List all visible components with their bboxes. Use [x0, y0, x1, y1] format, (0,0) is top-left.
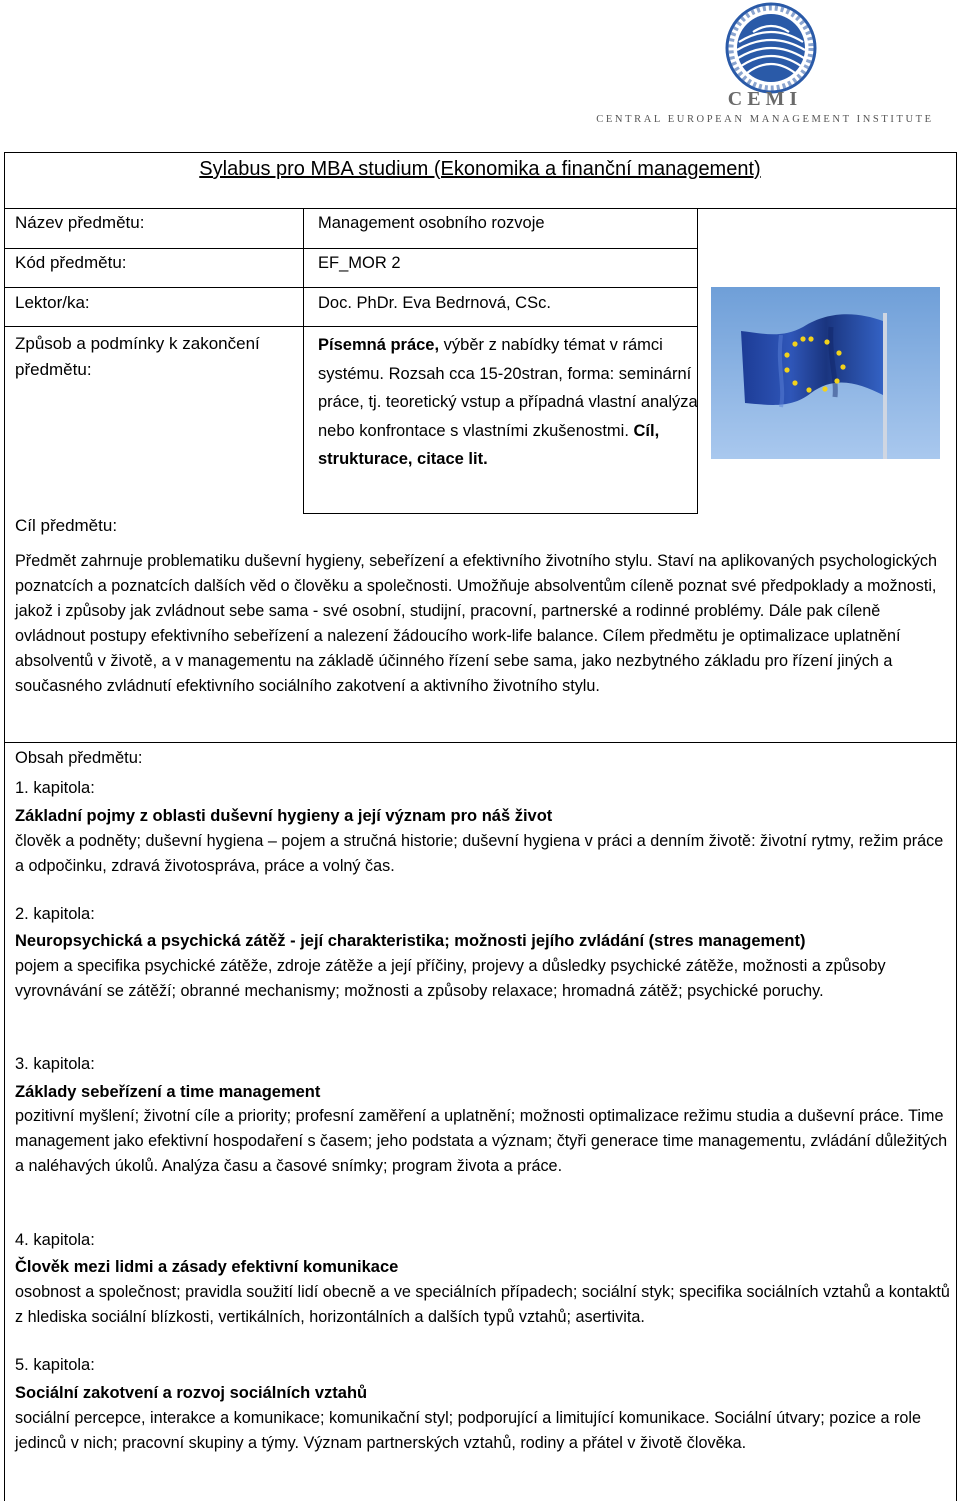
course-code-value: EF_MOR 2: [318, 254, 401, 272]
lecturer-value: Doc. PhDr. Eva Bedrnová, CSc.: [318, 294, 551, 312]
completion-bold-1: Písemná práce,: [318, 336, 440, 354]
chapter-4-body: osobnost a společnost; pravidla soužití lidí obecně a ve speciálních případech; sociální styk; specifika sociálních vztahů a kontaktů z hlediska sociální blízkosti, vertikálních, horizontálních a dalších typů vztahů; asertivita.: [15, 1283, 950, 1327]
chapter-4-heading: 4. kapitola:: [15, 1231, 95, 1249]
chapter-1-title: Základní pojmy z oblasti duševní hygieny a její význam pro náš život: [15, 807, 553, 825]
page-title: Sylabus pro MBA studium (Ekonomika a finanční management): [199, 158, 761, 180]
chapter-2-heading: 2. kapitola:: [15, 905, 95, 923]
course-name-value: Management osobního rozvoje: [318, 214, 545, 232]
chapter-5-body: sociální percepce, interakce a komunikace; komunikační styl; podporující a limitující komunikace. Sociální útvary; pozice a role jedinců v nich; pracovní skupiny a týmy. Význam partnerských vztahů, rodiny a přátel v životě člověka.: [15, 1409, 922, 1453]
divider: [4, 248, 697, 249]
completion-label-line1: Způsob a podmínky k zakončení: [15, 334, 260, 353]
logo-full-name: CENTRAL EUROPEAN MANAGEMENT INSTITUTE: [596, 114, 934, 125]
cemi-globe-icon: [725, 2, 817, 94]
chapter-1-heading: 1. kapitola:: [15, 779, 95, 797]
goal-label: Cíl předmětu:: [15, 516, 118, 535]
eu-flag-image: [711, 287, 940, 459]
divider: [4, 326, 697, 327]
divider: [4, 742, 957, 743]
cemi-logo: [585, 2, 945, 130]
chapter-1-body: člověk a podněty; duševní hygiena – pojem a stručná historie; duševní hygiena v práci a denním životě: životní rytmy, režim práce a odpočinku, zdravá životospráva, práce a volný čas.: [15, 832, 944, 876]
chapter-5-title: Sociální zakotvení a rozvoj sociálních vztahů: [15, 1384, 368, 1402]
chapter-2-title: Neuropsychická a psychická zátěž - její charakteristika; možnosti jejího zvládání (stres management): [15, 932, 806, 950]
goal-text: Předmět zahrnuje problematiku duševní hygieny, sebeřízení a efektivního životního stylu. Staví na aplikovaných psychologických poznatcích a poznatcích dalších věd o člověku a společnosti. Umožňuje absolventům cíleně poznat své předpoklady a možnosti, jakož i způsoby jak zvládnout sebe sama - své osobní, studijní, pracovní, partnerské a rodinné problémy. Dále pak cíleně ovládnout postupy efektivního sebeřízení a nalezení žádoucího work-life balance. Cílem předmětu je optimalizace uplatnění absolventů v životě, a v managementu na základě účinného řízení sebe sama, jako nezbytného základu pro řízení jiných a současného zvládnutí efektivního sociálního zakotvení a aktivního životního stylu.: [15, 552, 937, 696]
completion-bold-2: Cíl, strukturace, citace lit.: [318, 421, 660, 469]
course-name-label: Název předmětu:: [15, 213, 145, 232]
divider: [303, 513, 698, 514]
chapter-3-title: Základy sebeřízení a time management: [15, 1083, 321, 1101]
chapter-3-heading: 3. kapitola:: [15, 1055, 95, 1073]
divider: [303, 209, 304, 513]
chapter-4-title: Člověk mezi lidmi a zásady efektivní komunikace: [15, 1258, 399, 1276]
divider: [4, 208, 957, 209]
logo-name: CEMI: [727, 88, 803, 110]
completion-value: [318, 331, 698, 474]
chapter-5-heading: 5. kapitola:: [15, 1356, 95, 1374]
course-code-label: Kód předmětu:: [15, 253, 127, 272]
chapter-2-body: pojem a specifika psychické zátěže, zdroje zátěže a její příčiny, projevy a důsledky psychické zátěže, možnosti a způsoby vyrovnávání se zátěží; obranné mechanismy; možnosti a způsoby relaxace; hromadná zátěž; psychické poruchy.: [15, 957, 886, 1001]
contents-label: Obsah předmětu:: [15, 749, 143, 767]
chapter-3-body: pozitivní myšlení; životní cíle a priority; profesní zaměření a uplatnění; možnosti optimalizace režimu studia a duševní práce. Time management jako efektivní hospodaření s časem; jeho podstata a význam; čtyři generace time managementu, zvládání důležitých a naléhavých úkolů. Analýza času a časové snímky; program života a práce.: [15, 1107, 948, 1176]
completion-label-line2: předmětu:: [15, 360, 92, 379]
divider: [4, 287, 697, 288]
lecturer-label: Lektor/ka:: [15, 293, 90, 312]
completion-text: výběr z nabídky témat v rámci systému. Rozsah cca 15-20stran, forma: seminární práce, tj. teoretický vstup a případná vlastní analýza nebo konfrontace s vlastními zkušenostmi.: [318, 336, 698, 440]
